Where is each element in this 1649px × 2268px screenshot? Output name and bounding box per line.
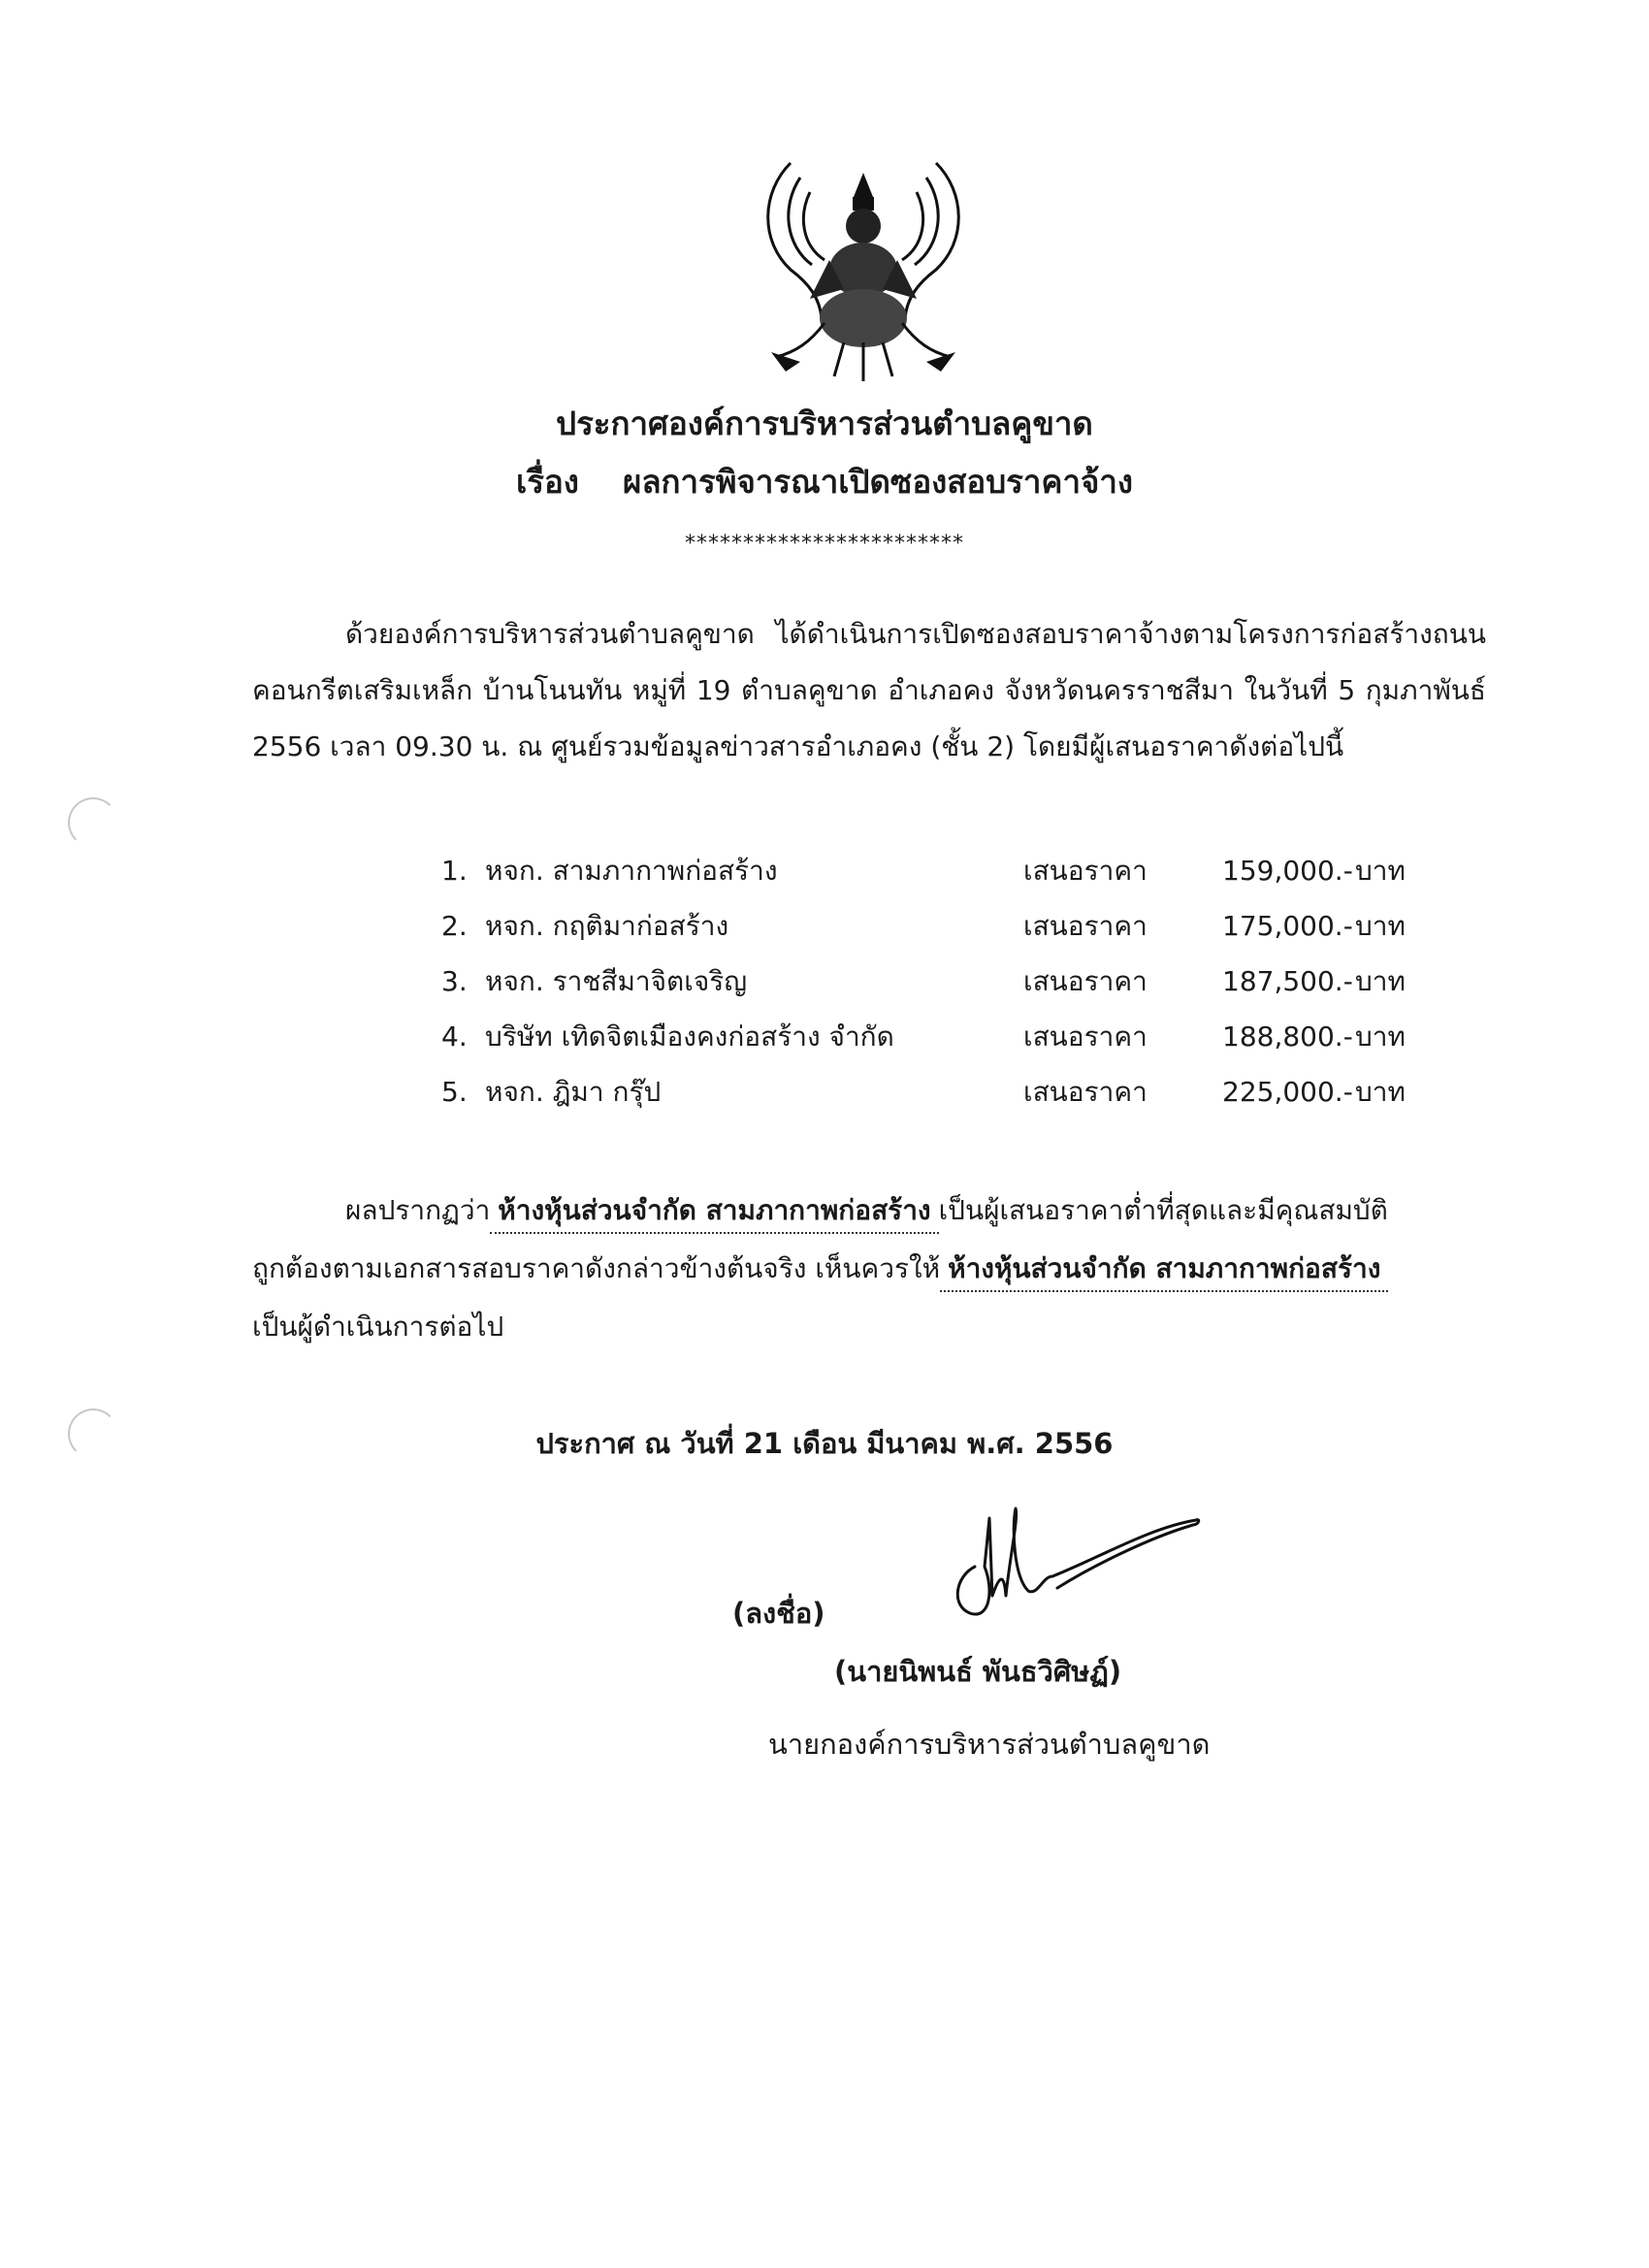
bid-row: [441, 898, 1460, 954]
offer-label: เสนอราคา: [1023, 910, 1148, 942]
offer-label: เสนอราคา: [1023, 855, 1148, 887]
result-prefix: ผลปรากฏว่า: [345, 1194, 491, 1226]
offer-label: เสนอราคา: [1023, 965, 1148, 997]
bid-row: [441, 954, 1460, 1009]
result-line1-suffix: เป็นผู้เสนอราคาต่ำที่สุดและมีคุณสมบัติ: [938, 1194, 1388, 1226]
bid-amount: 187,500.-: [1222, 965, 1353, 997]
document-title: ประกาศองค์การบริหารส่วนตำบลคูขาด: [556, 405, 1093, 442]
bid-row: [441, 1064, 1460, 1119]
bid-number: 1.: [441, 855, 468, 887]
bid-number: 2.: [441, 910, 468, 942]
document-subject: [0, 456, 1649, 507]
result-line-1: [345, 1182, 1388, 1240]
bid-amount: 175,000.-: [1222, 910, 1353, 942]
currency-unit: บาท: [1355, 910, 1406, 942]
announcement-date: ประกาศ ณ วันที่ 21 เดือน มีนาคม พ.ศ. 2556: [535, 1427, 1114, 1460]
bid-number: 4.: [441, 1021, 468, 1053]
bid-row: [441, 1009, 1460, 1064]
bidder-name: หจก. สามภากาพก่อสร้าง: [485, 855, 778, 887]
result-line2-prefix: ถูกต้องตามเอกสารสอบราคาดังกล่าวข้างต้นจริง เห็นควรให้: [252, 1252, 941, 1284]
garuda-emblem-icon: [752, 153, 975, 386]
bid-number: 3.: [441, 965, 468, 997]
currency-unit: บาท: [1355, 965, 1406, 997]
body-paragraph: ด้วยองค์การบริหารส่วนตำบลคูขาด ได้ดำเนินการเปิดซองสอบราคาจ้างตามโครงการก่อสร้างถนนคอนกรีตเสริมเหล็ก บ้านโนนทัน หมู่ที่ 19 ตำบลคูขาด อำเภอคง จังหวัดนครราชสีมา ในวันที่ 5 กุมภาพันธ์ 2556 เวลา 09.30 น. ณ ศูนย์รวมข้อมูลข่าวสารอำเภอคง (ชั้น 2) โดยมีผู้เสนอราคาดังต่อไปนี้: [252, 618, 1487, 762]
currency-unit: บาท: [1355, 1021, 1406, 1053]
bidder-name: หจก. ราชสีมาจิตเจริญ: [485, 965, 748, 997]
signer-position: นายกองค์การบริหารส่วนตำบลคูขาด: [768, 1728, 1211, 1761]
result-paragraph: [252, 1182, 1486, 1356]
offer-label: เสนอราคา: [1023, 1076, 1148, 1108]
offer-label: เสนอราคา: [1023, 1021, 1148, 1053]
bid-amount: 225,000.-: [1222, 1076, 1353, 1108]
currency-unit: บาท: [1355, 855, 1406, 887]
subject-label: เรื่อง: [515, 463, 579, 501]
bidder-name: บริษัท เทิดจิตเมืองคงก่อสร้าง จำกัด: [485, 1021, 894, 1053]
bidder-name: หจก. กฤติมาก่อสร้าง: [485, 910, 729, 942]
result-line-2: [252, 1240, 1388, 1298]
bid-amount: 188,800.-: [1222, 1021, 1353, 1053]
currency-unit: บาท: [1355, 1076, 1406, 1108]
separator-line: ************************: [685, 532, 964, 556]
subject-text: ผลการพิจารณาเปิดซองสอบราคาจ้าง: [622, 463, 1134, 501]
bid-number: 5.: [441, 1076, 468, 1108]
bid-row: [441, 843, 1460, 898]
signature-label: (ลงชื่อ): [732, 1597, 825, 1630]
result-line-3: เป็นผู้ดำเนินการต่อไป: [252, 1311, 504, 1343]
bid-list: [441, 843, 1460, 1119]
punch-hole-mark: [68, 797, 118, 848]
handwritten-signature-icon: [946, 1499, 1208, 1635]
winner-name-repeat: ห้างหุ้นส่วนจำกัด สามภากาพก่อสร้าง: [940, 1247, 1388, 1292]
signer-name: (นายนิพนธ์ พันธวิศิษฏ์): [834, 1655, 1122, 1688]
bidder-name: หจก. ฎิมา กรุ๊ป: [485, 1076, 662, 1108]
winner-name: ห้างหุ้นส่วนจำกัด สามภากาพก่อสร้าง: [490, 1189, 938, 1234]
bid-amount: 159,000.-: [1222, 855, 1353, 887]
